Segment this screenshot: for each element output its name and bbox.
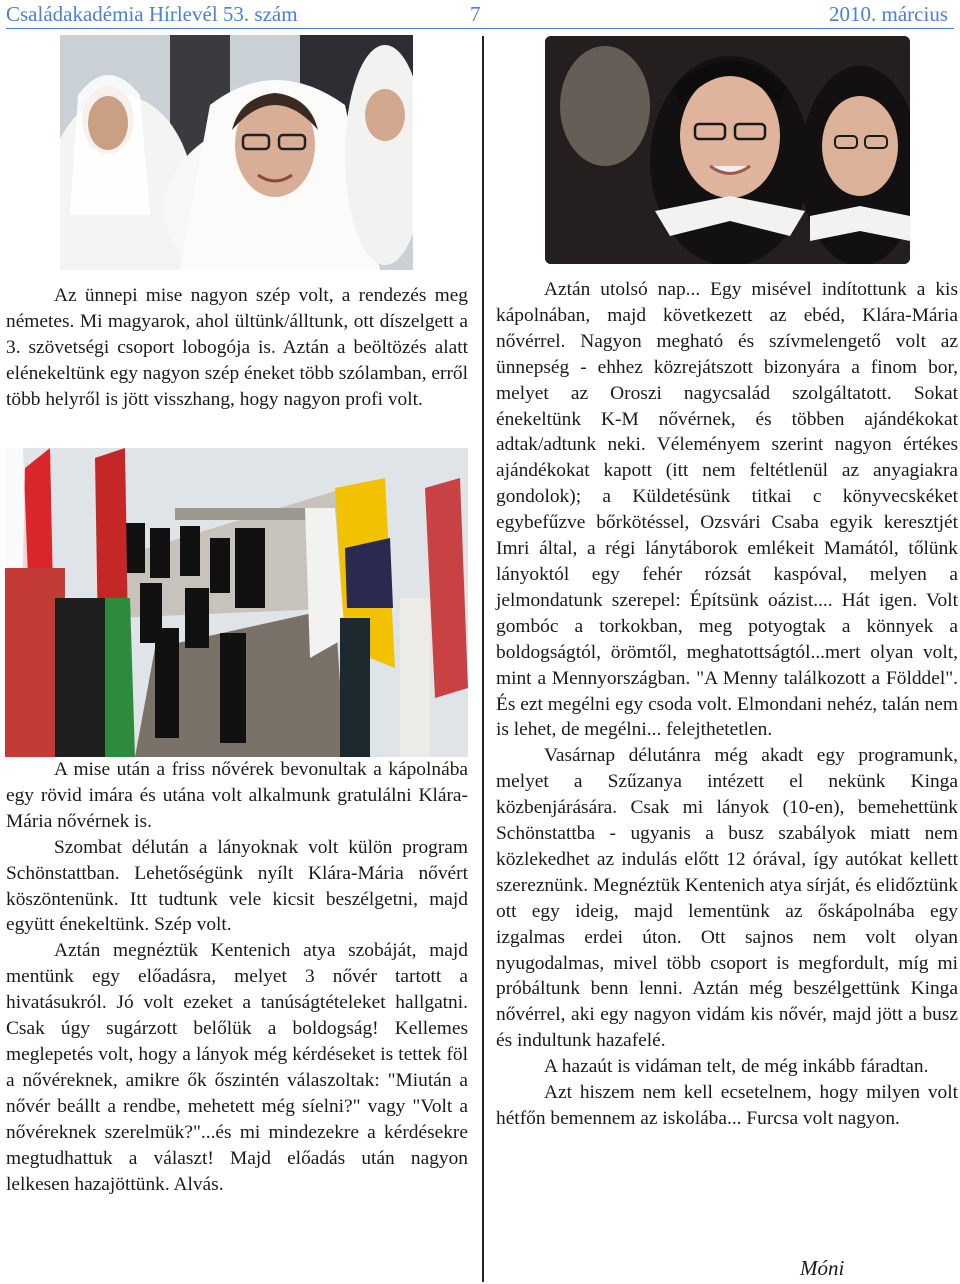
- photo-sisters-portrait: [545, 36, 910, 264]
- left-paragraph-2: A mise után a friss nővérek bevonultak a kápolnába egy rövid imára és utána volt alkalmunk gratulálni Klára-Mária nővérnek is.: [6, 759, 468, 832]
- header-rule: [6, 28, 954, 29]
- right-paragraph-4: Azt hiszem nem kell ecsetelnem, hogy milyen volt hétfőn bemennem az iskolába... Furcsa volt nagyon.: [496, 1082, 958, 1129]
- issue-date: 2010. március: [829, 2, 948, 26]
- photo-procession-flags: [5, 448, 468, 757]
- right-paragraph-3: A hazaút is vidáman telt, de még inkább fáradtan.: [544, 1056, 929, 1078]
- right-column-body: [496, 277, 958, 1132]
- right-paragraph-1: Aztán utolsó nap... Egy misével indítottunk a kis kápolnában, majd következett az ebéd, Klára-Mária nővérrel. Nagyon megható és szívmelengető volt az ünnepség - ehhez közrejátszott bizonyára a finom bor, melyet az Oroszi nagycsalád szolgáltatott. Sokat énekeltünk K-M nővérnek, és többen ajándékokat adtak/adtunk neki. Véleményem szerint nagyon értékes ajándékokat kapott (itt nem feltétlenül az anyagiakra gondolok); a Küldetésünk titkai c könyvecskéket egybefűzve bőrkötéssel, Ozsvári Csaba egyik keresztjét Imri által, a régi lánytáborok emlékeit Mamától, tőlünk lányoktól egy fehér rózsát kaspóval, melyen a jelmondatunk szerepel: Építsünk oázist.... Hát igen. Volt gombóc a torkokban, meg potyogtak a könnyek a boldogságtól, örömtől, meghatottságtól...mert olyan volt, mint a Mennyországban. "A Menny találkozott a Földdel". És ezt megélni egy csoda volt. Elmondani nehéz, talán nem is lehet, de megélni... felejthetetlen.: [496, 279, 958, 741]
- photo-veiled-girls-illustration: [60, 35, 413, 270]
- left-paragraph-3: Szombat délután a lányoknak volt külön program Schönstattban. Lehetőségünk nyílt Klára-Mária nővért köszöntenünk. Itt tudtunk vele kicsit beszélgetni, majd együtt énekeltünk. Szép volt.: [6, 836, 468, 936]
- left-paragraph-1: Az ünnepi mise nagyon szép volt, a rendezés meg németes. Mi magyarok, ahol ültünk/álltunk, ott díszelgett a 3. szövetségi csoport lobogója is. Aztán a beöltözés alatt elénekeltünk egy nagyon szép éneket több szólamban, erről több helyről is jött visszhang, hogy nagyon profi volt.: [6, 285, 468, 410]
- left-column-body: [6, 757, 468, 1197]
- page-number: 7: [470, 2, 481, 26]
- left-paragraph-4: Aztán megnéztük Kentenich atya szobáját, majd mentünk egy előadásra, melyet 3 nővér tartott a hivatásukról. Jó volt ezeket a tanúságtételeket hallgatni. Csak úgy sugárzott belőlük a boldogság! Kellemes meglepetés volt, hogy a lányok még kérdéseket is tettek föl a nővéreknek, amikre ők őszintén válaszoltak: "Miután a nővér beállt a rendbe, mehetett még síelni?" vagy "Volt a nővéreknek szerelmük?"...és mi mindezekre a kérdésekre megtudhattuk a választ! Majd előadás után nagyon lelkesen hazajöttünk. Alvás.: [6, 940, 468, 1195]
- author-signature: Móni: [800, 1256, 845, 1280]
- photo-veiled-girls: [60, 35, 413, 270]
- publication-title: Családakadémia Hírlevél 53. szám: [6, 2, 298, 26]
- photo-procession-illustration: [5, 448, 468, 757]
- left-column-intro: [6, 283, 468, 413]
- column-divider: [482, 36, 484, 1282]
- right-paragraph-2: Vasárnap délutánra még akadt egy programunk, melyet a Szűzanya intézett el nekünk Kinga közbenjárására. Csak mi lányok (10-en), bemehettünk Schönstattba - ugyanis a busz szabályok miatt nem közlekedhet az indulás előtt 12 órával, így autókat kellett szereznünk. Megnéztük Kentenich atya sírját, és elidőztünk ott egy ideig, majd lementünk az őskápolnába egy izgalmas erdei úton. Ott sajnos nem volt olyan nyugodalmas, mivel több csoport is megfordult, míg mi próbáltunk benn lenni. Aztán még beszélgettünk Kinga nővérrel, aki egy nagyon vidám kis nővér, majd jött a busz és indultunk hazafelé.: [496, 745, 958, 1052]
- photo-sisters-illustration: [545, 36, 910, 264]
- page-header: [0, 0, 960, 30]
